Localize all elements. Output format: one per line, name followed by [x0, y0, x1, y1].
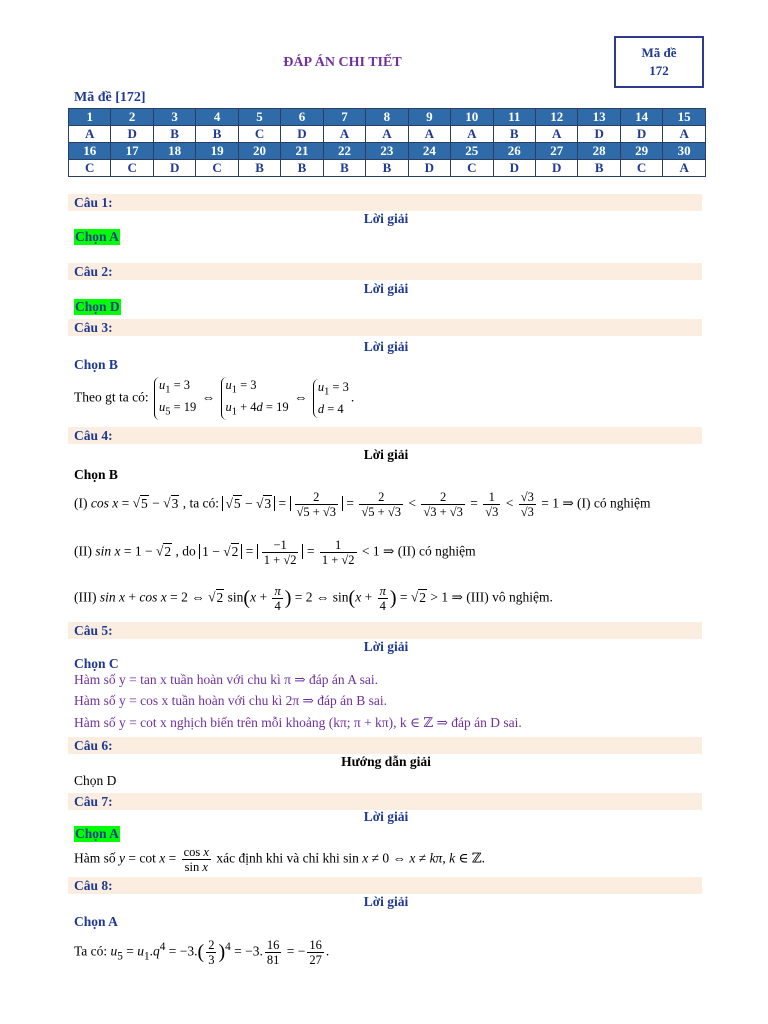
question-number-cell: 29: [620, 143, 662, 160]
question-number-cell: 5: [238, 109, 280, 126]
question-8-solution-line: Ta có: $u_5 = u_1.q^4 = -3$.( $\frac{2}{3}$ )$^4$ = −3. $\frac{16}{81}$ = − $\frac{16}{27}$ .: [74, 938, 330, 967]
answer-letter-cell: D: [153, 160, 195, 177]
question-7-choice: Chọn A: [75, 826, 119, 841]
answer-row-letters-2: [69, 160, 706, 177]
question-number-cell: 25: [451, 143, 493, 160]
question-number-cell: 3: [153, 109, 195, 126]
question-number-cell: 1: [69, 109, 111, 126]
question-5-line-1: Hàm số y = tan x tuần hoàn với chu kì π ⇒ đáp án A sai.: [74, 672, 378, 687]
question-8-solution-heading: Lời giải: [363, 894, 409, 909]
answer-letter-cell: C: [620, 160, 662, 177]
answer-letter-cell: D: [578, 126, 620, 143]
question-number-cell: 17: [111, 143, 153, 160]
answer-letter-cell: A: [451, 126, 493, 143]
answer-letter-cell: B: [281, 160, 323, 177]
question-5-line-2: Hàm số y = cos x tuần hoàn với chu kì 2π ⇒ đáp án B sai.: [74, 693, 387, 708]
answer-letter-cell: B: [493, 126, 535, 143]
question-3-choice: Chọn B: [74, 357, 118, 372]
answer-letter-cell: C: [196, 160, 238, 177]
question-5-line-3: Hàm số y = cot x nghịch biến trên mỗi khoảng (kπ; π + kπ), k ∈ ℤ ⇒ đáp án D sai.: [74, 715, 522, 730]
question-number-cell: 13: [578, 109, 620, 126]
question-5-choice: Chọn C: [74, 656, 119, 671]
answer-table: [68, 108, 706, 177]
question-4-header: Câu 4:: [68, 427, 702, 444]
question-number-cell: 28: [578, 143, 620, 160]
answer-letter-cell: D: [535, 160, 577, 177]
answer-letter-cell: B: [196, 126, 238, 143]
exam-code-heading: Mã đề [172]: [74, 90, 146, 105]
answer-row-numbers-1: [69, 109, 706, 126]
question-number-cell: 10: [451, 109, 493, 126]
answer-letter-cell: B: [578, 160, 620, 177]
question-7-solution-line: Hàm số y = cot x = $\frac{\text{cos x}}{\text{sin x}}$ xác định khi và chỉ khi sin x ≠ 0 ⇔ x ≠ kπ, k ∈ ℤ.: [74, 845, 486, 874]
answer-letter-cell: D: [408, 160, 450, 177]
exam-code-box: [614, 36, 704, 88]
answer-letter-cell: D: [281, 126, 323, 143]
question-number-cell: 8: [366, 109, 408, 126]
answer-letter-cell: D: [620, 126, 662, 143]
answer-letter-cell: B: [238, 160, 280, 177]
answer-letter-cell: A: [535, 126, 577, 143]
question-4-solution-heading: Lời giải: [363, 447, 409, 462]
question-number-cell: 24: [408, 143, 450, 160]
answer-letter-cell: B: [153, 126, 195, 143]
question-number-cell: 23: [366, 143, 408, 160]
question-3-solution-heading: Lời giải: [363, 339, 409, 354]
answer-letter-cell: D: [493, 160, 535, 177]
exam-code-label: Mã đề: [641, 45, 677, 60]
question-6-header: Câu 6:: [68, 737, 702, 754]
question-number-cell: 2: [111, 109, 153, 126]
question-4-line-1: (I) cos x = √5 − √3 , ta có: √5 − √3 = $\frac{2}{√5 + √3}$ = $\frac{2}{√5 + √3}$ < $\frac{2}{√3 + √3}$ = $\frac{1}{√3}$ < $\frac{√3}{√3}$ = 1 ⇒ (I) có nghiệm: [74, 490, 651, 519]
question-number-cell: 11: [493, 109, 535, 126]
question-number-cell: 7: [323, 109, 365, 126]
question-number-cell: 15: [663, 109, 706, 126]
answer-letter-cell: A: [408, 126, 450, 143]
question-number-cell: 20: [238, 143, 280, 160]
question-number-cell: 16: [69, 143, 111, 160]
question-number-cell: 22: [323, 143, 365, 160]
answer-letter-cell: A: [663, 160, 706, 177]
answer-letter-cell: C: [238, 126, 280, 143]
question-4-line-2: (II) sin x = 1 − √2 , do 1 − √2 = $\frac{-1}{1 + √2}$ = $\frac{1}{1 + √2}$ < 1 ⇒ (II) có nghiệm: [74, 538, 476, 567]
question-number-cell: 12: [535, 109, 577, 126]
question-number-cell: 4: [196, 109, 238, 126]
answer-letter-cell: A: [663, 126, 706, 143]
question-number-cell: 21: [281, 143, 323, 160]
answer-letter-cell: B: [323, 160, 365, 177]
answer-letter-cell: A: [323, 126, 365, 143]
question-3-solution-line: Theo gt ta có: $u_1 = 3$ $u_5 = 19$ ⇔ $u_1 = 3$ $u_1 + 4d = 19$ ⇔ $u_1 = 3$ d = 4 .: [74, 377, 354, 420]
answer-letter-cell: C: [69, 160, 111, 177]
question-8-choice: Chọn A: [74, 914, 118, 929]
question-6-choice: Chọn D: [74, 773, 117, 788]
question-number-cell: 27: [535, 143, 577, 160]
question-4-choice: Chọn B: [74, 467, 118, 482]
question-1-choice: Chọn A: [75, 229, 119, 244]
answer-letter-cell: A: [366, 126, 408, 143]
answer-letter-cell: C: [451, 160, 493, 177]
question-number-cell: 6: [281, 109, 323, 126]
question-number-cell: 18: [153, 143, 195, 160]
exam-code-value: 172: [649, 63, 669, 78]
question-number-cell: 30: [663, 143, 706, 160]
question-1-header: Câu 1:: [68, 194, 702, 211]
answer-letter-cell: C: [111, 160, 153, 177]
question-2-header: Câu 2:: [68, 263, 702, 280]
question-1-solution-heading: Lời giải: [363, 211, 409, 226]
question-number-cell: 9: [408, 109, 450, 126]
page-title: ĐÁP ÁN CHI TIẾT: [283, 55, 402, 70]
question-2-choice: Chọn D: [75, 299, 120, 314]
question-3-header: Câu 3:: [68, 319, 702, 336]
question-7-header: Câu 7:: [68, 793, 702, 810]
question-8-header: Câu 8:: [68, 877, 702, 894]
question-5-header: Câu 5:: [68, 622, 702, 639]
answer-letter-cell: D: [111, 126, 153, 143]
answer-row-letters-1: [69, 126, 706, 143]
question-5-solution-heading: Lời giải: [363, 639, 409, 654]
question-number-cell: 14: [620, 109, 662, 126]
question-2-solution-heading: Lời giải: [363, 281, 409, 296]
question-4-line-3: (III) sin x + cos x = 2 ⇔ √2 sin(x + $\frac{\pi}{4}$ ) = 2 ⇔ sin(x + $\frac{\pi}{4}$ ) = √2 > 1 ⇒ (III) vô nghiệm.: [74, 584, 553, 613]
answer-row-numbers-2: [69, 143, 706, 160]
question-number-cell: 26: [493, 143, 535, 160]
question-7-solution-heading: Lời giải: [363, 809, 409, 824]
question-number-cell: 19: [196, 143, 238, 160]
answer-letter-cell: A: [69, 126, 111, 143]
answer-letter-cell: B: [366, 160, 408, 177]
question-6-solution-heading: Hướng dẫn giải: [341, 754, 431, 769]
